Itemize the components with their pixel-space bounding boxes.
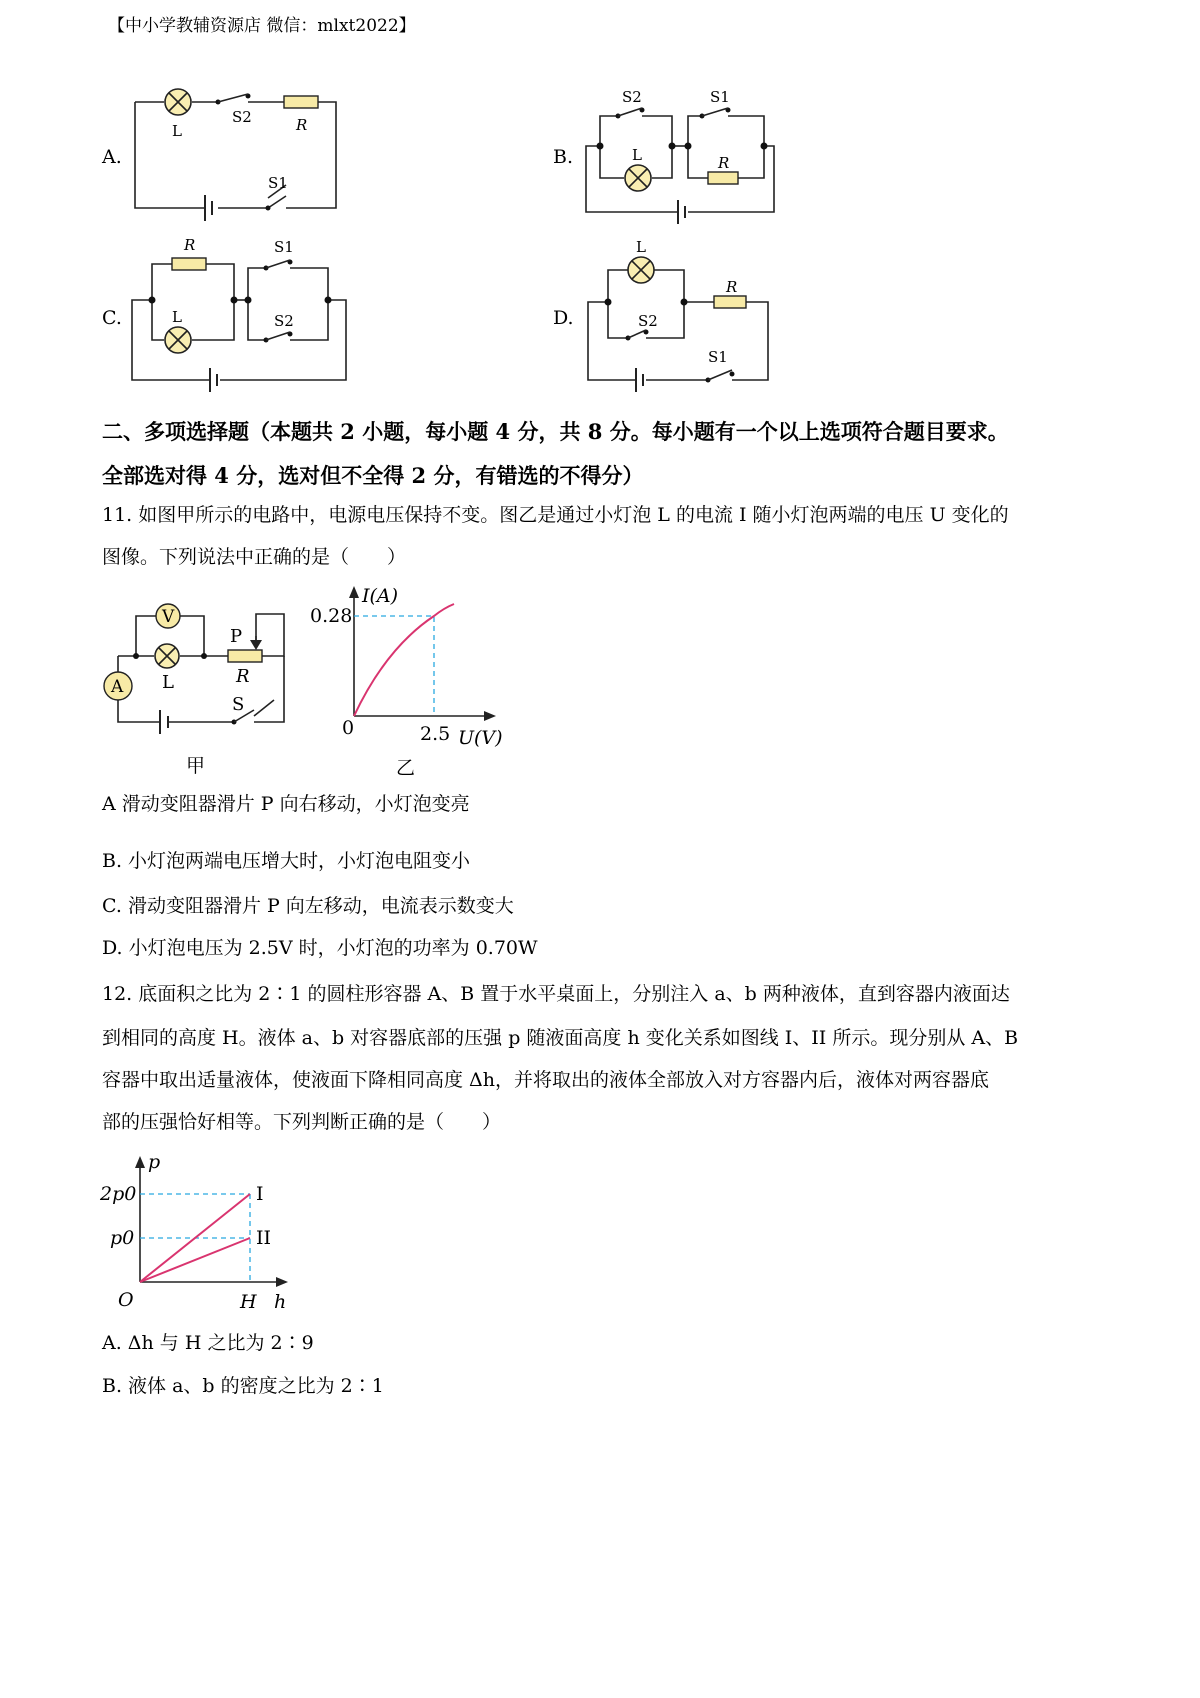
slider-label: P bbox=[230, 626, 243, 647]
battery-icon bbox=[205, 195, 212, 221]
circuit-diagram-b bbox=[580, 80, 800, 230]
section-heading-line-1: 二、多项选择题（本题共 2 小题，每小题 4 分，共 8 分。每小题有一个以上选项符合题目要求。 bbox=[102, 419, 1009, 444]
option-d-label: D. bbox=[553, 307, 574, 329]
battery-icon bbox=[210, 368, 217, 392]
line-ii-label: II bbox=[256, 1227, 272, 1249]
switch-s1-label: S1 bbox=[710, 88, 730, 106]
switch-label: S bbox=[232, 694, 245, 715]
figure-caption-jia: 甲 bbox=[186, 755, 206, 777]
resistor-label: R bbox=[726, 278, 738, 296]
q12-option-b: B. 液体 a、b 的密度之比为 2∶1 bbox=[102, 1375, 384, 1397]
line-i-label: I bbox=[256, 1183, 264, 1205]
option-c-label: C. bbox=[102, 307, 122, 329]
battery-icon bbox=[160, 710, 168, 734]
lamp-label: L bbox=[172, 122, 182, 140]
q11-option-b: B. 小灯泡两端电压增大时，小灯泡电阻变小 bbox=[102, 850, 471, 872]
circuit-diagram-c bbox=[120, 234, 360, 394]
iu-curve bbox=[354, 604, 454, 716]
switch-s2-icon bbox=[266, 332, 290, 340]
lamp-icon bbox=[165, 89, 191, 115]
q12-stem-line-2: 到相同的高度 H。液体 a、b 对容器底部的压强 p 随液面高度 h 变化关系如图线 I、II 所示。现分别从 A、B bbox=[102, 1027, 1019, 1049]
q11-option-d: D. 小灯泡电压为 2.5V 时，小灯泡的功率为 0.70W bbox=[102, 937, 538, 959]
lamp-icon bbox=[155, 644, 179, 668]
switch-s2-label: S2 bbox=[638, 312, 658, 330]
lamp-icon bbox=[165, 327, 191, 353]
resistor-label: R bbox=[718, 154, 730, 172]
y-tick-high-label: 2p0 bbox=[100, 1183, 137, 1205]
resistor-label: R bbox=[184, 236, 196, 254]
switch-s2-icon bbox=[218, 94, 248, 102]
q12-stem-line-3: 容器中取出适量液体，使液面下降相同高度 Δh，并将取出的液体全部放入对方容器内后，液体对两容器底 bbox=[102, 1069, 990, 1091]
switch-s1-icon bbox=[708, 370, 732, 380]
option-a-label: A. bbox=[102, 146, 122, 168]
q11-option-c: C. 滑动变阻器滑片 P 向左移动，电流表示数变大 bbox=[102, 895, 514, 917]
q12-option-a: A. Δh 与 H 之比为 2∶9 bbox=[102, 1332, 314, 1354]
resistor-icon bbox=[284, 96, 318, 108]
switch-s1-label: S1 bbox=[274, 238, 294, 256]
battery-icon bbox=[636, 368, 643, 392]
x-tick-label: 2.5 bbox=[420, 723, 451, 745]
q11-circuit-diagram bbox=[98, 592, 318, 782]
switch-s2-label: S2 bbox=[274, 312, 294, 330]
q12-stem-line-1: 12. 底面积之比为 2∶1 的圆柱形容器 A、B 置于水平桌面上，分别注入 a、b 两种液体，直到容器内液面达 bbox=[102, 983, 1010, 1005]
switch-s2-label: S2 bbox=[232, 108, 252, 126]
rheostat-label: R bbox=[236, 666, 250, 687]
header-watermark: 【中小学教辅资源店 微信：mlxt2022】 bbox=[108, 16, 416, 36]
x-axis-label: h bbox=[274, 1291, 287, 1313]
switch-s1-icon bbox=[702, 108, 728, 116]
lamp-label: L bbox=[632, 146, 642, 164]
switch-s2-label: S2 bbox=[622, 88, 642, 106]
q11-iu-graph bbox=[306, 578, 516, 784]
switch-s1-label: S1 bbox=[268, 174, 288, 192]
lamp-icon bbox=[625, 165, 651, 191]
lamp-label: L bbox=[162, 672, 174, 693]
y-axis-label: p bbox=[148, 1151, 161, 1173]
origin-label: O bbox=[118, 1289, 134, 1311]
circuit-diagram-d bbox=[580, 234, 800, 394]
section-heading-line-2: 全部选对得 4 分，选对但不全得 2 分，有错选的不得分） bbox=[102, 463, 644, 488]
switch-s1-icon bbox=[268, 196, 286, 208]
origin-label: 0 bbox=[342, 717, 355, 739]
option-b-label: B. bbox=[553, 146, 574, 168]
voltmeter-label: V bbox=[162, 607, 175, 627]
battery-icon bbox=[678, 200, 685, 224]
guide-lines bbox=[354, 616, 434, 716]
q11-stem-line-1: 11. 如图甲所示的电路中，电源电压保持不变。图乙是通过小灯泡 L 的电流 I 随小灯泡两端的电压 U 变化的 bbox=[102, 504, 1009, 526]
slider-arrow-head bbox=[250, 640, 262, 650]
switch-s1-icon bbox=[266, 260, 290, 268]
y-tick-low-label: p0 bbox=[110, 1227, 135, 1249]
resistor-icon bbox=[708, 172, 738, 184]
rheostat-icon bbox=[228, 650, 262, 662]
figure-caption-yi: 乙 bbox=[396, 757, 416, 779]
resistor-icon bbox=[172, 258, 206, 270]
lamp-label: L bbox=[172, 308, 182, 326]
circuit-diagram-a bbox=[120, 80, 360, 230]
lamp-label: L bbox=[636, 238, 646, 256]
y-axis-label: I(A) bbox=[362, 585, 399, 607]
resistor-icon bbox=[714, 296, 746, 308]
y-tick-label: 0.28 bbox=[310, 605, 353, 627]
switch-s2-icon bbox=[628, 330, 646, 338]
x-tick-label: H bbox=[240, 1291, 257, 1313]
q11-stem-line-2: 图像。下列说法中正确的是（ ） bbox=[102, 546, 407, 568]
ammeter-label: A bbox=[111, 677, 124, 697]
x-axis-label: U(V) bbox=[458, 727, 503, 749]
switch-s1-label: S1 bbox=[708, 348, 728, 366]
switch-s2-icon bbox=[618, 108, 642, 116]
lamp-icon bbox=[628, 257, 654, 283]
line-ii bbox=[140, 1238, 250, 1282]
q12-stem-line-4: 部的压强恰好相等。下列判断正确的是（ ） bbox=[102, 1111, 502, 1133]
q11-option-a: A 滑动变阻器滑片 P 向右移动，小灯泡变亮 bbox=[102, 793, 470, 815]
resistor-label: R bbox=[296, 116, 308, 134]
q12-ph-graph bbox=[96, 1148, 306, 1318]
